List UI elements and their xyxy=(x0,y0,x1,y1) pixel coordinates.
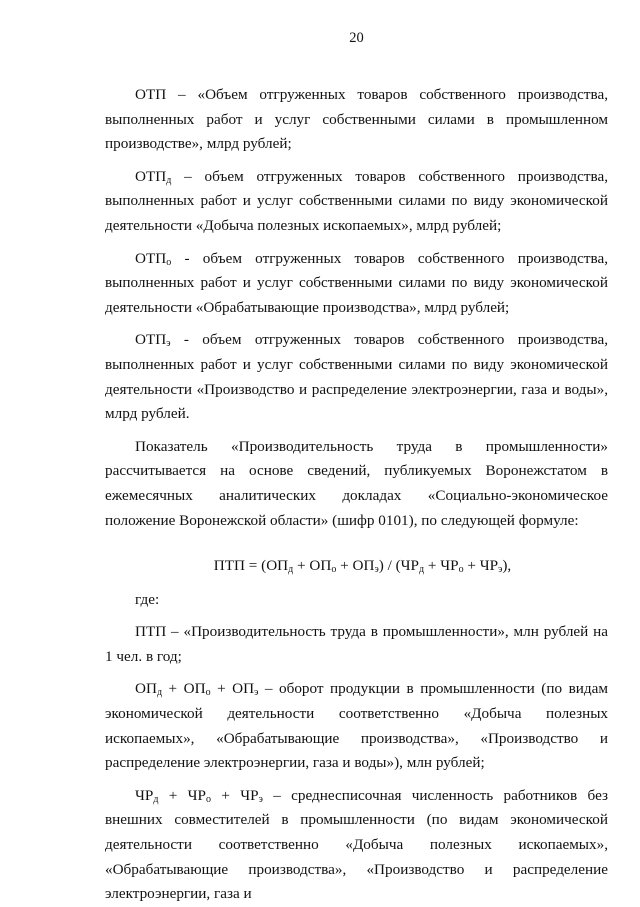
formula-subscript: о xyxy=(458,564,464,576)
definition-otp-e xyxy=(105,328,608,426)
chr-symbol: ЧР xyxy=(135,786,154,804)
formula-part: + ЧР xyxy=(463,557,499,575)
symbol-otp-e-subscript: э xyxy=(166,338,171,350)
formula-part: + ОП xyxy=(293,557,332,575)
formula-subscript: э xyxy=(498,564,503,576)
formula-part: + ЧР xyxy=(424,557,459,575)
definition-otp-e-text: - объем отгруженных товаров собственного производства, выполненных работ и услуг собственными силами по виду экономической деятельности «Производство и распределение электроэнергии, газа и воды», млрд рублей. xyxy=(105,331,608,423)
formula-subscript: д xyxy=(419,564,425,576)
chr-symbol: + ЧР xyxy=(211,786,259,804)
formula-part: + ОП xyxy=(336,557,375,575)
definition-otp-o-text: - объем отгруженных товаров собственного производства, выполненных работ и услуг собственными силами по виду экономической деятельности «Обрабатывающие производства», млрд рублей; xyxy=(105,249,608,316)
definition-otp-d xyxy=(105,165,608,239)
formula-part: ), xyxy=(502,557,512,575)
document-body xyxy=(105,83,608,907)
definition-chr xyxy=(105,784,608,907)
chr-subscript: э xyxy=(258,793,263,805)
op-symbol: ОП xyxy=(135,680,157,698)
chr-symbol: + ЧР xyxy=(158,786,206,804)
symbol-otp-d: ОТП xyxy=(135,167,167,185)
definition-op xyxy=(105,677,608,775)
definition-otp-o xyxy=(105,247,608,321)
definition-op-text: – оборот продукции в промышленности (по видам экономической деятельности соответственно «Добыча полезных ископаемых», «Обрабатывающие производства», «Производство и распределение электроэнергии, газа и воды»), млн рублей; xyxy=(105,680,608,772)
formula-part: ) / (ЧР xyxy=(378,557,419,575)
op-subscript: э xyxy=(254,687,259,699)
chr-subscript: д xyxy=(153,793,159,805)
page-number: 20 xyxy=(349,30,364,46)
definition-otp-text: – «Объем отгруженных товаров собственного производства, выполненных работ и услуг собственными силами в промышленном производстве», млрд рублей; xyxy=(105,86,608,153)
formula-subscript: д xyxy=(288,564,294,576)
op-symbol: + ОП xyxy=(162,680,206,698)
op-subscript: о xyxy=(205,687,211,699)
symbol-otp-o: ОТП xyxy=(135,249,167,267)
definition-chr-text: – среднесписочная численность работников без внешних совместителей в промышленности (по видам экономической деятельности соответственно «Добыча полезных ископаемых», «Обрабатывающие производства», «Производство и распределение электроэнергии, газа и xyxy=(105,786,608,903)
chr-subscript: о xyxy=(206,793,211,805)
formula-subscript: о xyxy=(331,564,337,576)
definition-ptp: ПТП – «Производительность труда в промышленности», млн рублей на 1 чел. в год; xyxy=(105,623,608,665)
symbol-otp-d-subscript: д xyxy=(166,174,172,186)
formula-part: ПТП = (ОП xyxy=(213,557,289,575)
op-subscript: д xyxy=(156,687,163,699)
symbol-otp-o-subscript: о xyxy=(166,256,172,268)
op-symbol: + ОП xyxy=(210,680,255,698)
definition-otp xyxy=(105,83,608,157)
indicator-paragraph: Показатель «Производительность труда в промышленности» рассчитывается на основе сведений, публикуемых Воронежстатом в ежемесячных аналитических докладах «Социально-экономическое положение Воронежской области» (шифр 0101), по следующей формуле: xyxy=(105,437,608,529)
definition-otp-d-text: – объем отгруженных товаров собственного производства, выполненных работ и услуг собственными силами по виду экономической деятельности «Добыча полезных ископаемых», млрд рублей; xyxy=(105,167,608,234)
where-label: где: xyxy=(135,590,160,608)
formula xyxy=(105,554,608,579)
formula-subscript: э xyxy=(374,564,379,576)
symbol-otp-e: ОТП xyxy=(135,331,167,349)
symbol-otp: ОТП xyxy=(135,86,167,103)
